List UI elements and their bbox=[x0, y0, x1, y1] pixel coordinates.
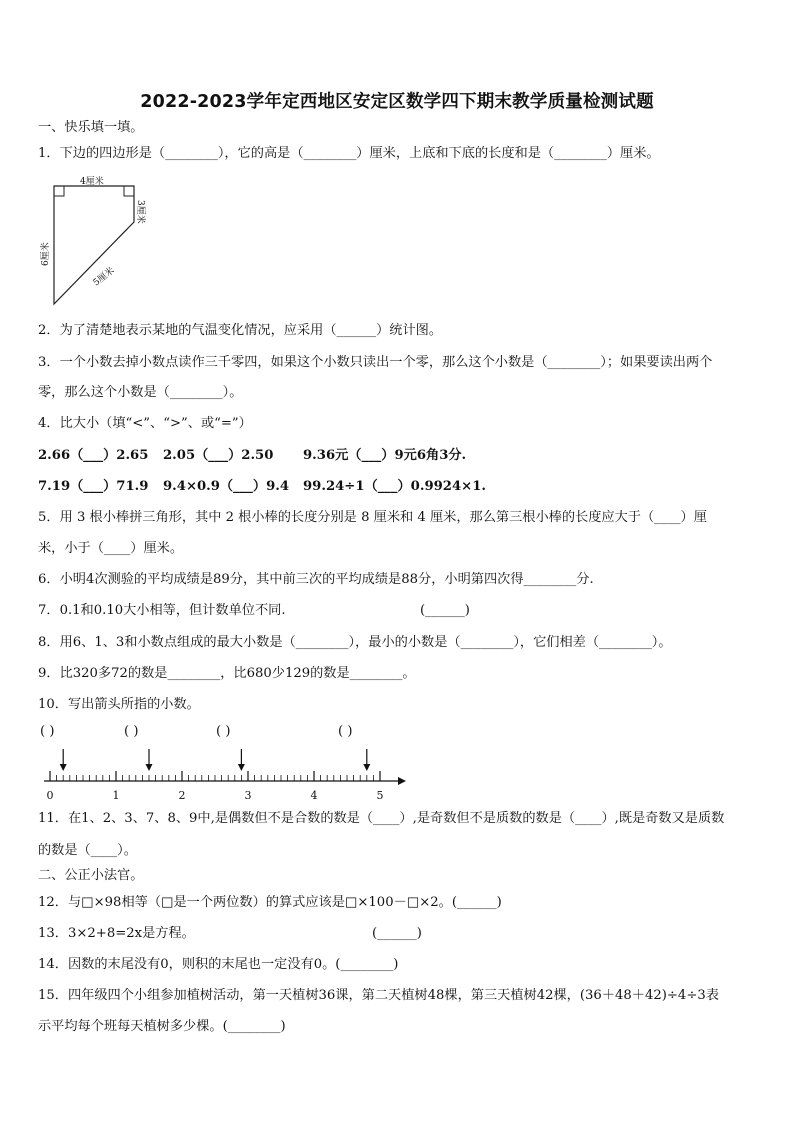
right-angle-mark-left bbox=[54, 186, 64, 196]
tick-label: 4 bbox=[310, 789, 318, 802]
question-9: 9．比320多72的数是________，比680少129的数是________。 bbox=[38, 666, 416, 681]
question-5-line1: 5．用 3 根小棒拼三角形，其中 2 根小棒的长度分别是 8 厘米和 4 厘米，那么第三根小棒的长度应大于（____）厘 bbox=[38, 510, 707, 525]
compare-item: 9.36元（___）9元6角3分. bbox=[303, 448, 467, 463]
compare-item: 9.4×0.9（___）9.4 bbox=[163, 479, 290, 494]
page-title: 2022-2023学年定西地区安定区数学四下期末教学质量检测试题 bbox=[140, 92, 654, 112]
label-left: 6厘米 bbox=[41, 242, 51, 266]
pointer-arrow-head bbox=[60, 764, 67, 771]
arrow-answer-blank: ( ) bbox=[40, 724, 55, 739]
section-heading-judge: 二、公正小法官。 bbox=[38, 868, 144, 883]
trapezoid-figure bbox=[30, 174, 160, 309]
question-12: 12．与□×98相等（□是一个两位数）的算式应该是□×100－□×2。(______) bbox=[38, 895, 502, 910]
question-11-line1: 11．在1、2、3、7、8、9中,是偶数但不是合数的数是（____）,是奇数但不是质数的数是（____）,既是奇数又是质数 bbox=[38, 811, 725, 826]
compare-item: 99.24÷1（___）0.9924×1. bbox=[303, 479, 486, 494]
question-3-line2: 零，那么这个小数是（________）。 bbox=[38, 385, 243, 400]
question-7: 7．0.1和0.10大小相等，但计数单位不同. bbox=[38, 603, 286, 618]
section-heading-fill-in: 一、快乐填一填。 bbox=[38, 120, 144, 135]
question-15-line2: 示平均每个班每天植树多少棵。(________) bbox=[38, 1019, 286, 1034]
compare-item: 2.05（___）2.50 bbox=[163, 448, 274, 463]
question-11-line2: 的数是（____）。 bbox=[38, 843, 137, 858]
question-10: 10．写出箭头所指的小数。 bbox=[38, 697, 200, 712]
label-top: 4厘米 bbox=[80, 177, 104, 187]
right-angle-mark-right bbox=[124, 186, 134, 196]
arrow-answer-blank: ( ) bbox=[338, 724, 353, 739]
trapezoid-shape bbox=[54, 186, 134, 304]
question-15-line1: 15．四年级四个小组参加植树活动，第一天植树36课，第二天植树48棵，第三天植树42棵，(36＋48＋42)÷4÷3表 bbox=[38, 988, 719, 1003]
question-4: 4．比大小（填“<”、“>”、或“=”） bbox=[38, 416, 252, 431]
question-13: 13．3×2+8=2x是方程。 bbox=[38, 926, 195, 941]
question-7-answer-blank: (______) bbox=[420, 603, 470, 618]
number-line bbox=[30, 745, 410, 807]
label-right: 3厘米 bbox=[135, 200, 145, 224]
tick-label: 0 bbox=[46, 789, 54, 802]
tick-label: 2 bbox=[178, 789, 186, 802]
question-13-answer-blank: (______) bbox=[372, 926, 422, 941]
question-6: 6．小明4次测验的平均成绩是89分，其中前三次的平均成绩是88分，小明第四次得________分. bbox=[38, 572, 594, 587]
arrow-answer-blank: ( ) bbox=[124, 724, 139, 739]
question-3-line1: 3．一个小数去掉小数点读作三千零四，如果这个小数只读出一个零，那么这个小数是（________）；如果要读出两个 bbox=[38, 355, 713, 370]
label-slant: 5厘米 bbox=[91, 265, 117, 289]
number-line-arrowhead bbox=[398, 777, 406, 785]
tick-label: 1 bbox=[112, 789, 120, 802]
tick-label: 5 bbox=[376, 789, 384, 802]
question-5-line2: 米，小于（____）厘米。 bbox=[38, 541, 184, 556]
pointer-arrow-head bbox=[363, 764, 370, 771]
tick-label: 3 bbox=[244, 789, 252, 802]
compare-item: 7.19（___）71.9 bbox=[38, 479, 149, 494]
question-2: 2．为了清楚地表示某地的气温变化情况，应采用（______）统计图。 bbox=[38, 323, 443, 338]
question-1: 1．下边的四边形是（________），它的高是（________）厘米，上底和下底的长度和是（________）厘米。 bbox=[38, 146, 660, 161]
pointer-arrow-head bbox=[238, 764, 245, 771]
question-14: 14．因数的末尾没有0，则积的末尾也一定没有0。(________) bbox=[38, 957, 399, 972]
arrow-answer-blank: ( ) bbox=[216, 724, 231, 739]
question-8: 8．用6、1、3和小数点组成的最大小数是（________），最小的小数是（________），它们相差（________）。 bbox=[38, 635, 672, 650]
compare-item: 2.66（___）2.65 bbox=[38, 448, 149, 463]
pointer-arrow-head bbox=[146, 764, 153, 771]
